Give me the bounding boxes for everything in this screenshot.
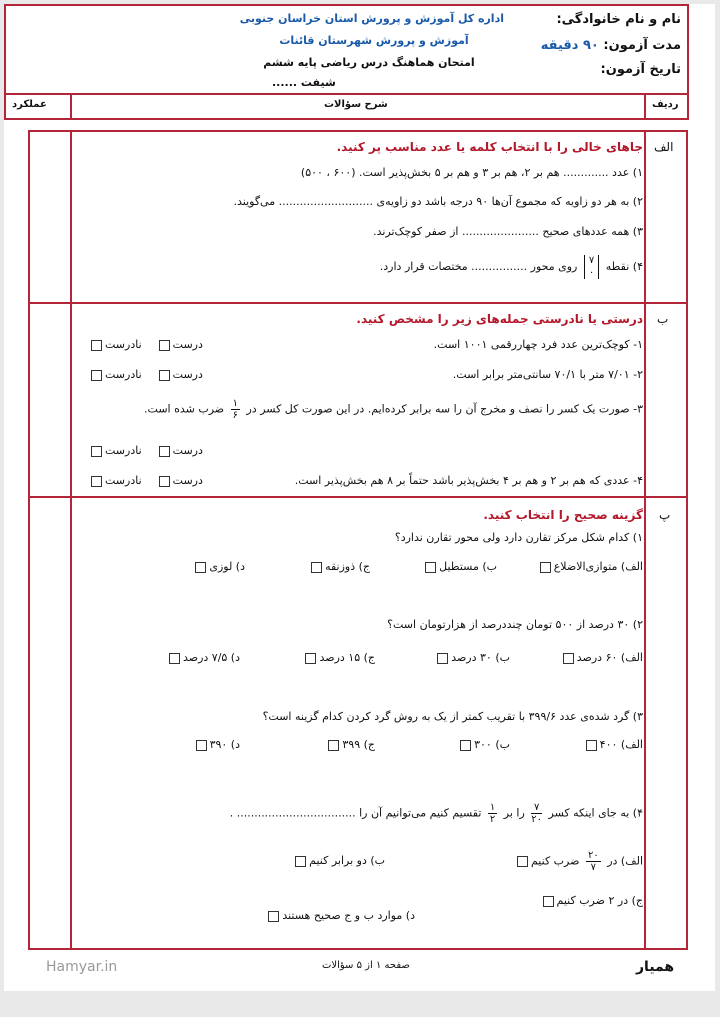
questions-col-divider-right	[644, 130, 646, 950]
checkbox[interactable]	[196, 740, 207, 751]
fraction-denominator: ۲	[489, 814, 496, 825]
section-title-alef: جاهای خالی را با انتخاب کلمه یا عدد مناسب پر کنید.	[336, 140, 643, 154]
be-q3-false[interactable]: نادرست	[88, 444, 142, 457]
checkbox[interactable]	[295, 856, 306, 867]
section-divider-2	[28, 496, 688, 498]
fraction-numerator: ۲۰	[587, 850, 599, 861]
checkbox[interactable]	[159, 476, 170, 487]
pe-q4-suffix: تقسیم کنیم می‌توانیم آن را .................................. .	[229, 806, 482, 820]
section-label-alef: الف	[654, 140, 674, 154]
alef-question-4	[380, 255, 643, 279]
checkbox[interactable]	[91, 340, 102, 351]
section-label-pe: پ	[659, 508, 671, 522]
pe-q1-opt-c[interactable]: ج) ذوزنقه	[308, 560, 370, 573]
point-coordinates	[584, 255, 599, 279]
fraction-one-half	[488, 802, 497, 825]
be-question-1: ۱- کوچک‌ترین عدد فرد چهاررقمی ۱۰۰۱ است.	[433, 338, 643, 351]
section-title-be: درستی یا نادرستی جمله‌های زیر را مشخص کنید.	[356, 312, 643, 326]
pe-q1-opt-d[interactable]: د) لوزی	[192, 560, 245, 573]
pe-q2-opt-c[interactable]: ج) ۱۵ درصد	[302, 651, 375, 664]
fraction-twenty-sevenths	[586, 850, 601, 873]
be-q2-true[interactable]: درست	[156, 368, 203, 381]
be-q4-true[interactable]: درست	[156, 474, 203, 487]
fraction-numerator: ۱	[232, 398, 238, 409]
pe-q4-opt-b[interactable]: ب) دو برابر کنیم	[292, 854, 385, 867]
alef-question-2: ۲) به هر دو زاویه که مجموع آن‌ها ۹۰ درجه باشد دو زاویه‌ی ........................... می‌گویند.	[233, 195, 643, 208]
pe-q4-opt-d[interactable]: د) موارد ب و ج صحیح هستند	[265, 909, 415, 922]
alef-question-3: ۳) همه عددهای صحیح ...................... از صفر کوچک‌ترند.	[373, 225, 643, 238]
checkbox[interactable]	[460, 740, 471, 751]
point-y: ۰	[588, 267, 595, 278]
pe-question-3: ۳) گرد شده‌ی عدد ۳۹۹/۶ با تقریب کمتر از یک به روش گرد کردن کدام گزینه است؟	[262, 710, 643, 723]
duration-value: ۹۰ دقیقه	[540, 38, 599, 53]
pe-q2-opt-d[interactable]: د) ۷/۵ درصد	[166, 651, 240, 664]
be-question-2: ۲- ۷/۰۱ متر با ۷۰/۱ سانتی‌متر برابر است.	[452, 368, 643, 381]
be-q4-false[interactable]: نادرست	[88, 474, 142, 487]
pe-question-2: ۲) ۳۰ درصد از ۵۰۰ تومان چنددرصد از هزارتومان است؟	[387, 618, 643, 631]
pe-q3-opt-d[interactable]: د) ۳۹۰	[193, 738, 240, 751]
checkbox[interactable]	[91, 370, 102, 381]
fraction-numerator: ۱	[489, 802, 496, 813]
be-q1-options	[88, 338, 203, 351]
pe-q3-opt-b[interactable]: ب) ۳۰۰	[457, 738, 510, 751]
watermark: Hamyar.in	[46, 959, 118, 975]
checkbox[interactable]	[425, 562, 436, 573]
be-q3-prefix: ۳- صورت یک کسر را نصف و مخرج آن را سه برابر کرده‌ایم. در این صورت کل کسر در	[246, 402, 643, 416]
point-x: ۷	[588, 255, 595, 266]
page-info: صفحه ۱ از ۵ سؤالات	[322, 960, 410, 971]
pe-question-1: ۱) کدام شکل مرکز تقارن دارد ولی محور تقارن ندارد؟	[394, 531, 643, 544]
header-divider	[4, 93, 689, 95]
pe-q2-opt-a[interactable]: الف) ۶۰ درصد	[560, 651, 643, 664]
exam-duration	[541, 38, 681, 53]
checkbox[interactable]	[437, 653, 448, 664]
org-line-1: اداره کل آموزش و پرورش استان خراسان جنوبی	[239, 12, 504, 25]
alef-question-1: ۱) عدد ............. هم بر ۲، هم بر ۳ و هم بر ۵ بخش‌پذیر است. (۶۰۰ ، ۵۰۰)	[300, 166, 643, 179]
org-line-2: آموزش و پرورش شهرستان قائنات	[279, 34, 469, 47]
fraction-denominator: ۷	[590, 862, 597, 873]
duration-label: مدت آزمون:	[603, 38, 681, 53]
checkbox[interactable]	[328, 740, 339, 751]
exam-title: امتحان هماهنگ درس ریاضی پایه ششم	[263, 56, 475, 69]
pe-q4-middle: را بر	[503, 806, 525, 820]
header-col-divider-right	[644, 93, 646, 120]
pe-q4-opt-c[interactable]: ج) در ۲ ضرب کنیم	[540, 894, 644, 907]
alef-q4-suffix: روی محور ................ مختصات قرار دارد.	[379, 260, 578, 273]
be-q1-true[interactable]: درست	[156, 338, 203, 351]
shift-label: شیفت ......	[272, 76, 336, 89]
be-q1-false[interactable]: نادرست	[88, 338, 142, 351]
fraction-numerator: ۷	[531, 802, 542, 814]
pe-q1-opt-a[interactable]: الف) متوازی‌الاضلاع	[537, 560, 643, 573]
pe-q2-opt-b[interactable]: ب) ۳۰ درصد	[434, 651, 510, 664]
be-q2-options	[88, 368, 203, 381]
exam-date-label: تاریخ آزمون:	[600, 62, 681, 77]
student-name-label: نام و نام خانوادگی:	[556, 12, 681, 27]
pe-q3-opt-a[interactable]: الف) ۴۰۰	[583, 738, 643, 751]
pe-q4-opt-a[interactable]: الف) در $\frac{۲۰}{۷}$ ضرب کنیم	[514, 850, 643, 873]
be-q3-options	[88, 444, 203, 457]
checkbox[interactable]	[540, 562, 551, 573]
pe-q3-opt-c[interactable]: ج) ۳۹۹	[325, 738, 375, 751]
fraction-seven-twentieths	[531, 802, 542, 825]
section-title-pe: گزینه صحیح را انتخاب کنید.	[483, 508, 643, 522]
checkbox[interactable]	[543, 896, 554, 907]
header-col-divider-left	[70, 93, 72, 120]
col-header-row: ردیف	[652, 99, 679, 110]
be-question-3	[144, 398, 643, 421]
checkbox[interactable]	[91, 476, 102, 487]
alef-q4-prefix: ۴) نقطه	[605, 260, 643, 273]
pe-question-4	[230, 802, 643, 825]
be-q2-false[interactable]: نادرست	[88, 368, 142, 381]
section-label-be: ب	[657, 312, 669, 326]
be-question-4: ۴- عددی که هم بر ۲ و هم بر ۴ بخش‌پذیر باشد حتماً بر ۸ هم بخش‌پذیر است.	[294, 474, 643, 487]
exam-sheet	[4, 4, 715, 991]
col-header-score: عملکرد	[12, 99, 47, 110]
be-q4-options	[88, 474, 203, 487]
pe-q1-opt-b[interactable]: ب) مستطیل	[422, 560, 497, 573]
checkbox[interactable]	[91, 446, 102, 457]
checkbox[interactable]	[586, 740, 597, 751]
checkbox[interactable]	[195, 562, 206, 573]
checkbox[interactable]	[311, 562, 322, 573]
questions-col-divider-left	[70, 130, 72, 950]
brand-logo: همیار	[636, 959, 675, 975]
checkbox[interactable]	[169, 653, 180, 664]
checkbox[interactable]	[268, 911, 279, 922]
fraction-one-sixth	[231, 398, 240, 421]
pe-q4-prefix: ۴) به جای اینکه کسر	[548, 806, 643, 820]
checkbox[interactable]	[159, 340, 170, 351]
section-divider-1	[28, 302, 688, 304]
fraction-denominator: ۶	[232, 410, 238, 421]
checkbox[interactable]	[159, 446, 170, 457]
fraction-denominator: ۲۰	[531, 814, 543, 825]
checkbox[interactable]	[159, 370, 170, 381]
be-q3-suffix: ضرب شده است.	[144, 402, 225, 416]
checkbox[interactable]	[517, 856, 528, 867]
checkbox[interactable]	[563, 653, 574, 664]
col-header-questions: شرح سؤالات	[324, 99, 388, 110]
checkbox[interactable]	[305, 653, 316, 664]
be-q3-true[interactable]: درست	[156, 444, 203, 457]
